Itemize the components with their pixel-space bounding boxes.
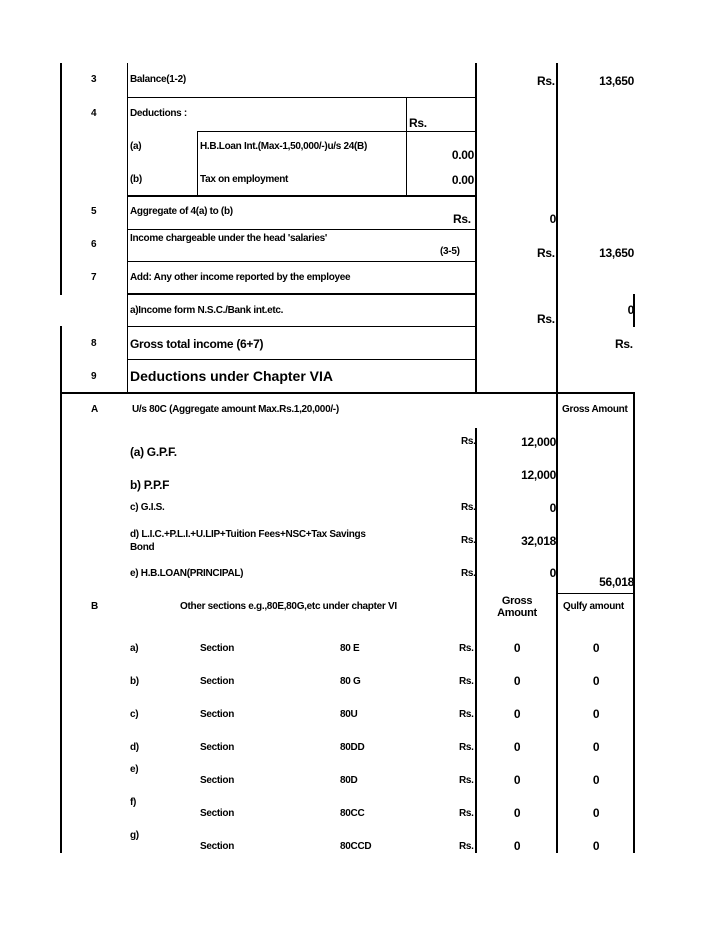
- sub-label: Tax on employment: [200, 174, 289, 185]
- row-number: 7: [91, 272, 97, 283]
- row-label: U/s 80C (Aggregate amount Max.Rs.1,20,000/-): [132, 404, 339, 415]
- row-tag: g): [130, 830, 139, 841]
- list-item-value: 32,018: [521, 534, 556, 548]
- rs-label: Rs.: [459, 775, 474, 786]
- section-word: Section: [200, 709, 235, 720]
- row-tag: b): [130, 676, 139, 687]
- sub-label: H.B.Loan Int.(Max-1,50,000/-)u/s 24(B): [200, 141, 367, 152]
- row-number: 9: [91, 371, 97, 382]
- section-code: 80CCD: [340, 841, 372, 852]
- rs-label: Rs.: [461, 568, 476, 579]
- list-item-value: 12,000: [521, 435, 556, 449]
- qualify-value: 0: [592, 707, 600, 721]
- sub-value: 0.00: [451, 148, 474, 162]
- row-number: 4: [91, 108, 97, 119]
- sub-label: a)Income form N.S.C./Bank int.etc.: [130, 305, 284, 316]
- list-item-value: 12,000: [521, 468, 556, 482]
- section-code: 80CC: [340, 808, 365, 819]
- column-header: Gross: [501, 595, 533, 607]
- row-number: 8: [91, 338, 97, 349]
- section-word: Section: [200, 676, 235, 687]
- amount-value: 13,650: [599, 74, 634, 88]
- rs-label: Rs.: [537, 312, 555, 326]
- row-number: 6: [91, 239, 97, 250]
- qualify-value: 0: [592, 773, 600, 787]
- gross-value: 0: [513, 674, 521, 688]
- row-tag: a): [130, 643, 139, 654]
- amount-value: 0: [549, 212, 556, 226]
- rs-label: Rs.: [409, 116, 427, 130]
- rs-label: Rs.: [615, 337, 633, 351]
- column-header: Gross Amount: [562, 404, 628, 415]
- sub-tag: (a): [130, 141, 142, 152]
- rs-label: Rs.: [459, 742, 474, 753]
- section-word: Section: [200, 808, 235, 819]
- row-number: 5: [91, 206, 97, 217]
- row-tag: f): [130, 797, 137, 808]
- rs-label: Rs.: [537, 74, 555, 88]
- section-code: 80U: [340, 709, 358, 720]
- gross-value: 0: [513, 707, 521, 721]
- row-label: Deductions :: [130, 108, 187, 119]
- rs-label: Rs.: [461, 535, 476, 546]
- column-header: Qulfy amount: [563, 601, 624, 612]
- row-label: Add: Any other income reported by the employee: [130, 272, 351, 283]
- section-word: Section: [200, 643, 235, 654]
- gross-value: 0: [513, 773, 521, 787]
- list-item-value: 0: [549, 566, 556, 580]
- amount-value: 13,650: [599, 246, 634, 260]
- rs-label: Rs.: [459, 808, 474, 819]
- section-code: 80 G: [340, 676, 361, 687]
- qualify-value: 0: [592, 641, 600, 655]
- section-code: 80D: [340, 775, 358, 786]
- list-item-label: (a) G.P.F.: [130, 445, 177, 459]
- qualify-value: 0: [592, 839, 600, 853]
- list-item-value: 0: [549, 501, 556, 515]
- rs-label: Rs.: [461, 436, 476, 447]
- amount-value: 0: [627, 303, 634, 317]
- section-heading: Deductions under Chapter VIA: [130, 368, 334, 384]
- rs-label: Rs.: [453, 212, 471, 226]
- rs-label: Rs.: [459, 841, 474, 852]
- list-item-label: c) G.I.S.: [130, 502, 165, 513]
- rs-label: Rs.: [459, 709, 474, 720]
- section-word: Section: [200, 775, 235, 786]
- list-item-label: e) H.B.LOAN(PRINCIPAL): [130, 568, 244, 579]
- list-item-label: b) P.P.F: [130, 478, 170, 492]
- row-label: Income chargeable under the head 'salaries': [130, 233, 327, 244]
- qualify-value: 0: [592, 740, 600, 754]
- gross-value: 0: [513, 839, 521, 853]
- section-code: 80 E: [340, 643, 360, 654]
- formula-ref: (3-5): [440, 246, 460, 257]
- section-word: Section: [200, 742, 235, 753]
- row-tag: d): [130, 742, 139, 753]
- row-tag: e): [130, 764, 139, 775]
- sub-value: 0.00: [451, 173, 474, 187]
- list-item-label-cont: Bond: [130, 542, 155, 553]
- row-label: Aggregate of 4(a) to (b): [130, 206, 233, 217]
- row-label: Balance(1-2): [130, 74, 186, 85]
- sub-tag: (b): [130, 174, 142, 185]
- gross-value: 0: [513, 740, 521, 754]
- rs-label: Rs.: [459, 643, 474, 654]
- rs-label: Rs.: [537, 246, 555, 260]
- column-header: Amount: [497, 607, 537, 619]
- gross-value: 0: [513, 641, 521, 655]
- section-word: Section: [200, 841, 235, 852]
- row-number: B: [91, 601, 98, 612]
- gross-value: 0: [513, 806, 521, 820]
- row-number: A: [91, 404, 98, 415]
- row-label: Other sections e.g.,80E,80G,etc under chapter VI: [180, 601, 397, 612]
- qualify-value: 0: [592, 674, 600, 688]
- rs-label: Rs.: [459, 676, 474, 687]
- qualify-value: 0: [592, 806, 600, 820]
- list-item-label: d) L.I.C.+P.L.I.+U.LIP+Tuition Fees+NSC+Tax Savings: [130, 529, 366, 540]
- row-tag: c): [130, 709, 139, 720]
- row-label: Gross total income (6+7): [130, 337, 264, 351]
- total-value: 56,018: [599, 575, 634, 589]
- rs-label: Rs.: [461, 502, 476, 513]
- section-code: 80DD: [340, 742, 365, 753]
- row-number: 3: [91, 74, 97, 85]
